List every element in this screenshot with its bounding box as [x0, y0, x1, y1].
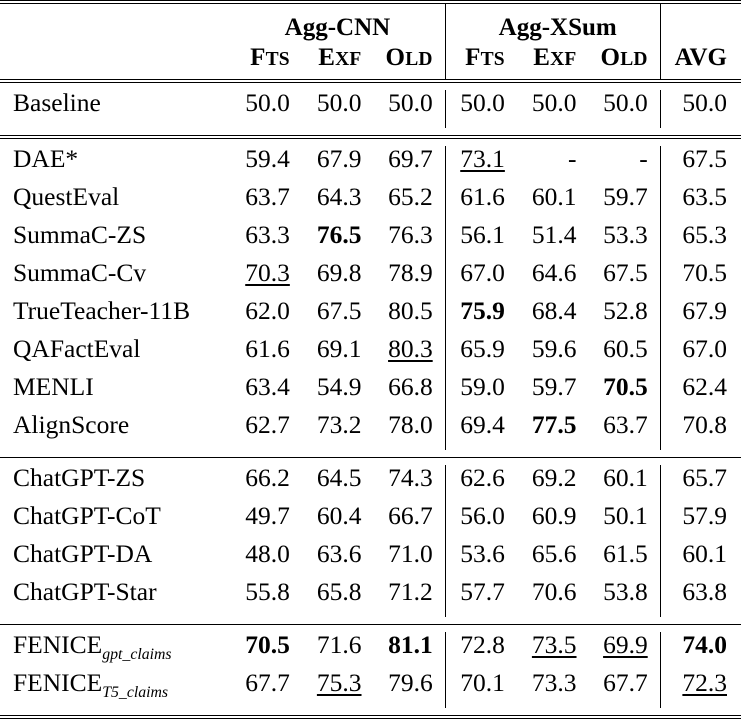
table-cell: 69.2: [531, 463, 577, 492]
row-label-subscript: gpt_claims: [102, 646, 172, 663]
table-cell: 59.0: [445, 374, 517, 412]
table-cell: 55.8: [245, 577, 290, 606]
table-cell: 66.7: [388, 501, 433, 530]
section-pad-end-metrics: [0, 450, 741, 458]
table-cell: 69.9: [603, 630, 648, 659]
column-header-xsum-old: OLD: [600, 44, 648, 71]
section-pad-end-baseline: [0, 128, 741, 137]
column-header-cnn-exf: EXF: [318, 44, 362, 71]
table-row: [0, 412, 741, 450]
row-label: $FENICE_{gpt\_claims}$: [13, 630, 172, 663]
table-cell: 77.5: [531, 410, 577, 439]
table-cell: 70.8: [660, 412, 741, 450]
header-metric-column: [0, 43, 230, 81]
table-cell: 70.1: [445, 670, 517, 708]
table-cell: 80.5: [388, 296, 433, 325]
table-row: [0, 465, 741, 503]
table-cell: 70.5: [245, 630, 290, 659]
table-cell: 53.6: [445, 541, 517, 579]
table-cell: 63.7: [245, 182, 290, 211]
table-cell: 73.3: [531, 668, 577, 697]
table-cell: 50.0: [603, 88, 648, 117]
row-label: ChatGPT-ZS: [13, 463, 146, 492]
row-label: QAFactEval: [13, 334, 141, 363]
table-cell: 68.4: [531, 296, 577, 325]
row-label: TrueTeacher-11B: [13, 296, 191, 325]
table-cell: 59.7: [603, 182, 648, 211]
table-cell: 64.3: [316, 182, 362, 211]
row-label: ChatGPT-CoT: [13, 501, 161, 530]
table-row: [0, 632, 741, 670]
row-label: $FENICE_{T5\_claims}$: [13, 668, 169, 701]
table-cell: 60.5: [603, 334, 648, 363]
table-cell: 70.5: [603, 372, 648, 401]
table-row: [0, 374, 741, 412]
table-cell: 48.0: [245, 539, 290, 568]
row-label: MENLI: [13, 372, 94, 401]
table-cell: 67.5: [603, 258, 648, 287]
table-cell: 81.1: [388, 630, 433, 659]
table-cell: 50.0: [531, 88, 577, 117]
table-cell: 65.2: [388, 182, 433, 211]
table-cell: 65.8: [316, 577, 362, 606]
table-cell: 65.3: [660, 222, 741, 260]
table-cell: 52.8: [603, 296, 648, 325]
table-row: [0, 541, 741, 579]
table-cell: 74.0: [660, 632, 741, 670]
table-cell: 63.8: [660, 579, 741, 617]
table-cell: 50.0: [445, 90, 517, 128]
table-cell: 64.6: [531, 258, 577, 287]
table-cell: 65.7: [660, 465, 741, 503]
table-cell: 66.8: [388, 372, 433, 401]
group-header-agg-cnn: Agg-CNN: [284, 14, 391, 41]
row-label: AlignScore: [13, 410, 130, 439]
table-cell: 50.0: [245, 88, 290, 117]
table-cell: 72.8: [445, 632, 517, 670]
table-cell: 79.6: [388, 668, 433, 697]
table-cell: 50.0: [388, 88, 433, 117]
section-pad-metrics: [0, 139, 741, 146]
table-cell: 51.4: [531, 220, 577, 249]
table-cell: 73.5: [531, 630, 577, 659]
group-header-avg-spacer: [660, 4, 741, 43]
table-cell: 61.6: [445, 184, 517, 222]
table-cell: 63.5: [660, 184, 741, 222]
table-cell: 69.1: [316, 334, 362, 363]
row-label: Baseline: [13, 88, 101, 117]
table-cell: 53.3: [603, 220, 648, 249]
table-cell: 80.3: [388, 334, 433, 363]
table-cell: 78.0: [388, 410, 433, 439]
header-label-spacer: [0, 4, 230, 43]
table-cell: 70.5: [660, 260, 741, 298]
table-cell: -: [568, 144, 577, 173]
table-cell: 63.7: [603, 410, 648, 439]
group-header-agg-xsum: Agg-XSum: [445, 4, 660, 43]
table-cell: 63.6: [316, 539, 362, 568]
table-cell: 70.6: [531, 577, 577, 606]
table-cell: 62.6: [445, 465, 517, 503]
table-cell: 67.7: [245, 668, 290, 697]
table-cell: 71.0: [388, 539, 433, 568]
table-cell: 56.0: [445, 503, 517, 541]
table-cell: 65.6: [531, 539, 577, 568]
table-cell: 67.0: [660, 336, 741, 374]
section-pad-end-chatgpt: [0, 617, 741, 625]
table-cell: 69.4: [445, 412, 517, 450]
table-cell: 61.6: [245, 334, 290, 363]
row-label: SummaC-ZS: [13, 220, 147, 249]
table-row: [0, 298, 741, 336]
table-cell: 66.2: [245, 463, 290, 492]
section-pad-end-fenice: [0, 708, 741, 717]
table-cell: 72.3: [660, 670, 741, 708]
table-row: [0, 579, 741, 617]
table-row: [0, 670, 741, 708]
table-cell: 62.4: [660, 374, 741, 412]
table-cell: 67.9: [660, 298, 741, 336]
row-label-subscript: T5_claims: [102, 684, 169, 701]
table-cell: 62.0: [245, 296, 290, 325]
table-cell: 57.7: [445, 579, 517, 617]
row-label: ChatGPT-Star: [13, 577, 157, 606]
table-cell: 75.3: [316, 668, 362, 697]
table-cell: 71.6: [316, 630, 362, 659]
table-cell: 71.2: [388, 577, 433, 606]
table-row: [0, 90, 741, 128]
table-row: [0, 184, 741, 222]
table-cell: 67.5: [660, 146, 741, 184]
column-header-avg: AVG: [660, 43, 741, 81]
table-cell: 76.5: [316, 220, 362, 249]
table-cell: 65.9: [445, 336, 517, 374]
table-cell: 69.7: [388, 144, 433, 173]
table-cell: -: [639, 144, 648, 173]
table-cell: 76.3: [388, 220, 433, 249]
table-cell: 50.0: [660, 90, 741, 128]
column-header-cnn-fts: FTS: [250, 44, 290, 71]
table-cell: 67.7: [603, 668, 648, 697]
column-header-xsum-fts: FTS: [445, 43, 517, 81]
table-cell: 57.9: [660, 503, 741, 541]
table-cell: 64.5: [316, 463, 362, 492]
row-label: QuestEval: [13, 182, 120, 211]
table-row: [0, 336, 741, 374]
table-cell: 61.5: [603, 539, 648, 568]
table-cell: 63.3: [245, 220, 290, 249]
table-cell: 75.9: [445, 298, 517, 336]
column-header-xsum-exf: EXF: [533, 44, 577, 71]
table-cell: 63.4: [245, 372, 290, 401]
table-cell: 53.8: [603, 577, 648, 606]
table-cell: 60.1: [531, 182, 577, 211]
table-row: [0, 146, 741, 184]
table-cell: 60.4: [316, 501, 362, 530]
table-row: [0, 503, 741, 541]
table-cell: 59.6: [531, 334, 577, 363]
table-cell: 67.9: [316, 144, 362, 173]
table-cell: 56.1: [445, 222, 517, 260]
table-cell: 78.9: [388, 258, 433, 287]
table-cell: 60.1: [660, 541, 741, 579]
table-row: [0, 260, 741, 298]
table-cell: 60.1: [603, 463, 648, 492]
table-cell: 62.7: [245, 410, 290, 439]
table-cell: 73.2: [316, 410, 362, 439]
table-cell: 67.5: [316, 296, 362, 325]
table-cell: 67.0: [445, 260, 517, 298]
table-cell: 69.8: [316, 258, 362, 287]
table-cell: 59.4: [245, 144, 290, 173]
row-label: SummaC-Cv: [13, 258, 147, 287]
table-cell: 70.3: [245, 258, 290, 287]
table-cell: 60.9: [531, 501, 577, 530]
table-cell: 54.9: [316, 372, 362, 401]
table-cell: 50.0: [316, 88, 362, 117]
table-cell: 49.7: [245, 501, 290, 530]
table-row: [0, 222, 741, 260]
row-label: ChatGPT-DA: [13, 539, 153, 568]
column-header-cnn-old: OLD: [385, 44, 433, 71]
row-label: DAE*: [13, 144, 79, 173]
table-cell: 73.1: [445, 146, 517, 184]
table-cell: 50.1: [603, 501, 648, 530]
table-cell: 74.3: [388, 463, 433, 492]
table-cell: 59.7: [531, 372, 577, 401]
